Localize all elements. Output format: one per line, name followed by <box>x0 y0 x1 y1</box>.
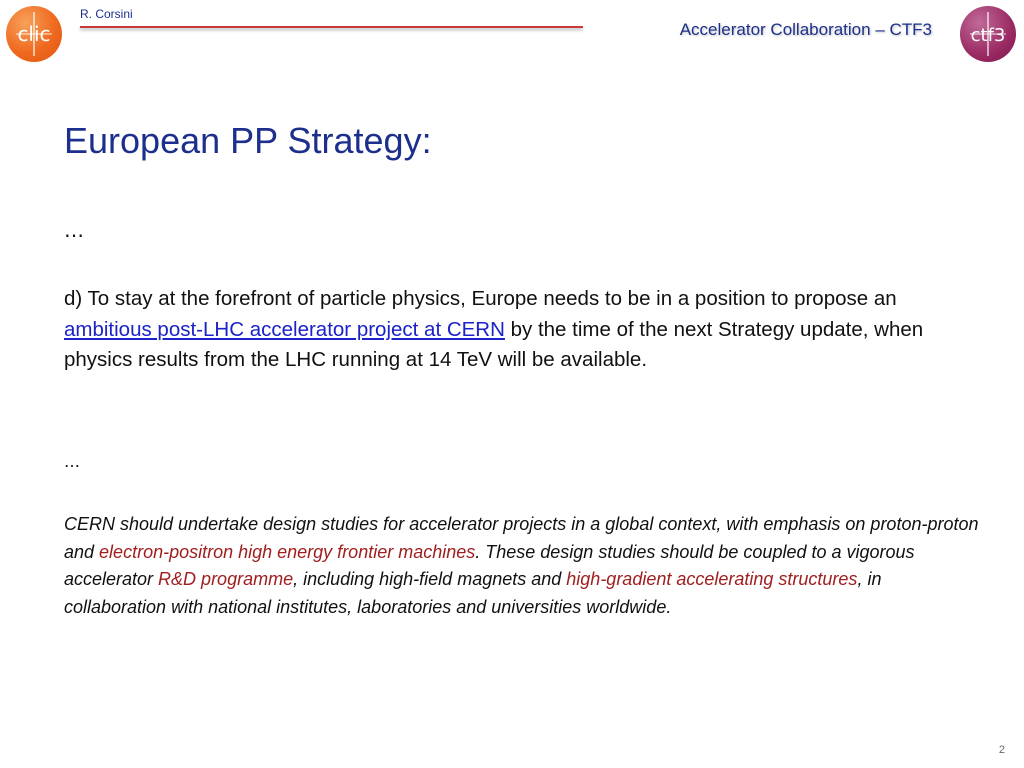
clic-logo-text: clic <box>17 22 51 46</box>
ctf3-logo-graphic <box>960 6 1016 62</box>
post-lhc-project-link[interactable]: ambitious post-LHC accelerator project at CERN <box>64 317 505 341</box>
strategy-paragraph-d <box>64 284 964 376</box>
ctf3-logo <box>960 6 1016 62</box>
header-divider <box>80 26 583 28</box>
cern-text-2: . These design studies should be coupled to a vigorous accelerator <box>64 541 915 589</box>
highlight-high-gradient: high-gradient accelerating structures <box>566 569 858 589</box>
clic-logo <box>6 6 62 62</box>
ellipsis-mid: … <box>64 452 80 471</box>
ellipsis-top: … <box>64 218 84 242</box>
clic-logo-graphic <box>6 6 62 62</box>
cern-text-1: CERN should undertake design studies for accelerator projects in a global context, with emphasis on proton-proton and <box>64 514 979 562</box>
para-d-text-after: by the time of the next Strategy update, when physics results from the LHC running at 14 TeV will be available. <box>64 317 924 371</box>
author-name: R. Corsini <box>80 7 133 21</box>
cern-text-3: , including high-field magnets and <box>293 569 567 589</box>
collaboration-title: Accelerator Collaboration – CTF3 <box>679 20 932 39</box>
ctf3-logo-text: ctf3 <box>970 25 1006 46</box>
page-number: 2 <box>998 744 1005 756</box>
para-d-text-before: d) To stay at the forefront of particle physics, Europe needs to be in a position to propose an <box>64 287 897 310</box>
slide-title: European PP Strategy: <box>64 120 432 161</box>
highlight-rd-programme: R&D programme <box>158 569 294 589</box>
cern-design-studies-paragraph <box>64 511 984 621</box>
highlight-electron-positron: electron-positron high energy frontier machines <box>99 541 476 562</box>
cern-text-4: , in collaboration with national institutes, laboratories and universities worldwide. <box>64 569 882 617</box>
